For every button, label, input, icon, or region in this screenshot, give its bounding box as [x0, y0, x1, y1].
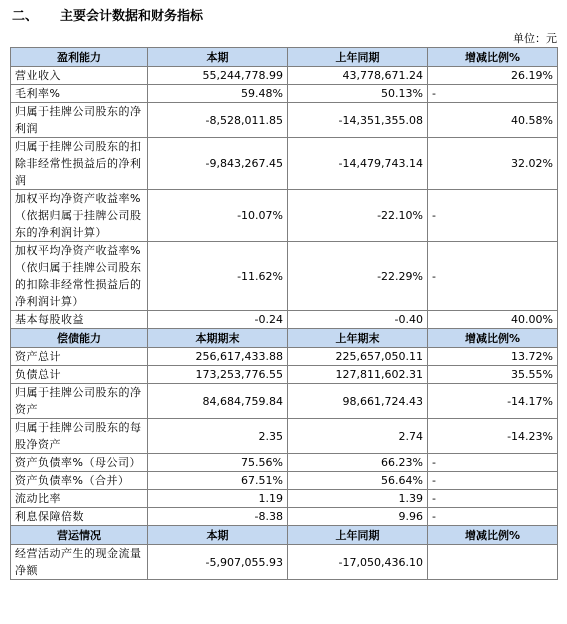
row-label: 营业收入 [11, 67, 148, 85]
previous-value: 56.64% [288, 472, 428, 490]
row-label: 资产负债率%（母公司） [11, 454, 148, 472]
table-row [11, 67, 558, 85]
table-header-profitability [11, 48, 558, 67]
change-value: - [428, 85, 558, 103]
current-value: 67.51% [148, 472, 288, 490]
section-heading [12, 4, 203, 24]
row-label: 加权平均净资产收益率%（依归属于挂牌公司股东的扣除非经常性损益后的净利润计算） [11, 242, 148, 311]
heading-number: 二、 [12, 8, 39, 24]
change-value: - [428, 490, 558, 508]
current-value: 2.35 [148, 419, 288, 454]
header-cell: 盈利能力 [11, 48, 148, 67]
header-cell: 增减比例% [428, 526, 558, 545]
previous-value: 98,661,724.43 [288, 384, 428, 419]
row-label: 加权平均净资产收益率%（依据归属于挂牌公司股东的净利润计算） [11, 190, 148, 242]
unit-label: 单位：元 [513, 32, 557, 45]
change-value: 40.00% [428, 311, 558, 329]
header-cell: 增减比例% [428, 329, 558, 348]
row-label: 负债总计 [11, 366, 148, 384]
row-label: 流动比率 [11, 490, 148, 508]
change-value: 32.02% [428, 138, 558, 190]
current-value: -8.38 [148, 508, 288, 526]
header-cell: 营运情况 [11, 526, 148, 545]
change-value: 13.72% [428, 348, 558, 366]
current-value: -5,907,055.93 [148, 545, 288, 580]
table-row [11, 419, 558, 454]
previous-value: 2.74 [288, 419, 428, 454]
previous-value: 127,811,602.31 [288, 366, 428, 384]
row-label: 归属于挂牌公司股东的净利润 [11, 103, 148, 138]
row-label: 利息保障倍数 [11, 508, 148, 526]
current-value: -11.62% [148, 242, 288, 311]
current-value: 75.56% [148, 454, 288, 472]
change-value: 26.19% [428, 67, 558, 85]
table-row [11, 242, 558, 311]
current-value: 1.19 [148, 490, 288, 508]
table-row [11, 366, 558, 384]
row-label: 资产总计 [11, 348, 148, 366]
row-label: 资产负债率%（合并） [11, 472, 148, 490]
previous-value: 50.13% [288, 85, 428, 103]
previous-value: 43,778,671.24 [288, 67, 428, 85]
current-value: 55,244,778.99 [148, 67, 288, 85]
change-value: - [428, 508, 558, 526]
header-cell: 偿债能力 [11, 329, 148, 348]
table-row [11, 545, 558, 580]
previous-value: -22.10% [288, 190, 428, 242]
row-label: 毛利率% [11, 85, 148, 103]
previous-value: -0.40 [288, 311, 428, 329]
change-value: -14.17% [428, 384, 558, 419]
table-row [11, 103, 558, 138]
header-cell: 增减比例% [428, 48, 558, 67]
table-header-operations [11, 526, 558, 545]
current-value: -9,843,267.45 [148, 138, 288, 190]
change-value: - [428, 242, 558, 311]
change-value [428, 545, 558, 580]
current-value: -8,528,011.85 [148, 103, 288, 138]
previous-value: -17,050,436.10 [288, 545, 428, 580]
change-value: - [428, 472, 558, 490]
header-cell: 上年同期 [288, 526, 428, 545]
change-value: - [428, 454, 558, 472]
financial-data-table [10, 47, 558, 580]
current-value: 59.48% [148, 85, 288, 103]
change-value: 35.55% [428, 366, 558, 384]
row-label: 基本每股收益 [11, 311, 148, 329]
row-label: 归属于挂牌公司股东的每股净资产 [11, 419, 148, 454]
change-value: 40.58% [428, 103, 558, 138]
previous-value: -14,479,743.14 [288, 138, 428, 190]
previous-value: -22.29% [288, 242, 428, 311]
current-value: -0.24 [148, 311, 288, 329]
header-cell: 本期 [148, 526, 288, 545]
current-value: -10.07% [148, 190, 288, 242]
table-row [11, 190, 558, 242]
header-cell: 本期期末 [148, 329, 288, 348]
previous-value: 9.96 [288, 508, 428, 526]
current-value: 256,617,433.88 [148, 348, 288, 366]
change-value: - [428, 190, 558, 242]
current-value: 84,684,759.84 [148, 384, 288, 419]
header-cell: 上年期末 [288, 329, 428, 348]
header-cell: 本期 [148, 48, 288, 67]
table-row [11, 311, 558, 329]
row-label: 经营活动产生的现金流量净额 [11, 545, 148, 580]
table-row [11, 508, 558, 526]
previous-value: 66.23% [288, 454, 428, 472]
change-value: -14.23% [428, 419, 558, 454]
table-row [11, 454, 558, 472]
header-cell: 上年同期 [288, 48, 428, 67]
table-row [11, 472, 558, 490]
table-row [11, 490, 558, 508]
row-label: 归属于挂牌公司股东的净资产 [11, 384, 148, 419]
table-row [11, 384, 558, 419]
heading-title: 主要会计数据和财务指标 [60, 8, 204, 24]
row-label: 归属于挂牌公司股东的扣除非经常性损益后的净利润 [11, 138, 148, 190]
table-row [11, 138, 558, 190]
previous-value: -14,351,355.08 [288, 103, 428, 138]
previous-value: 1.39 [288, 490, 428, 508]
table-header-solvency [11, 329, 558, 348]
previous-value: 225,657,050.11 [288, 348, 428, 366]
table-row [11, 85, 558, 103]
table-row [11, 348, 558, 366]
table-body [11, 48, 558, 580]
current-value: 173,253,776.55 [148, 366, 288, 384]
